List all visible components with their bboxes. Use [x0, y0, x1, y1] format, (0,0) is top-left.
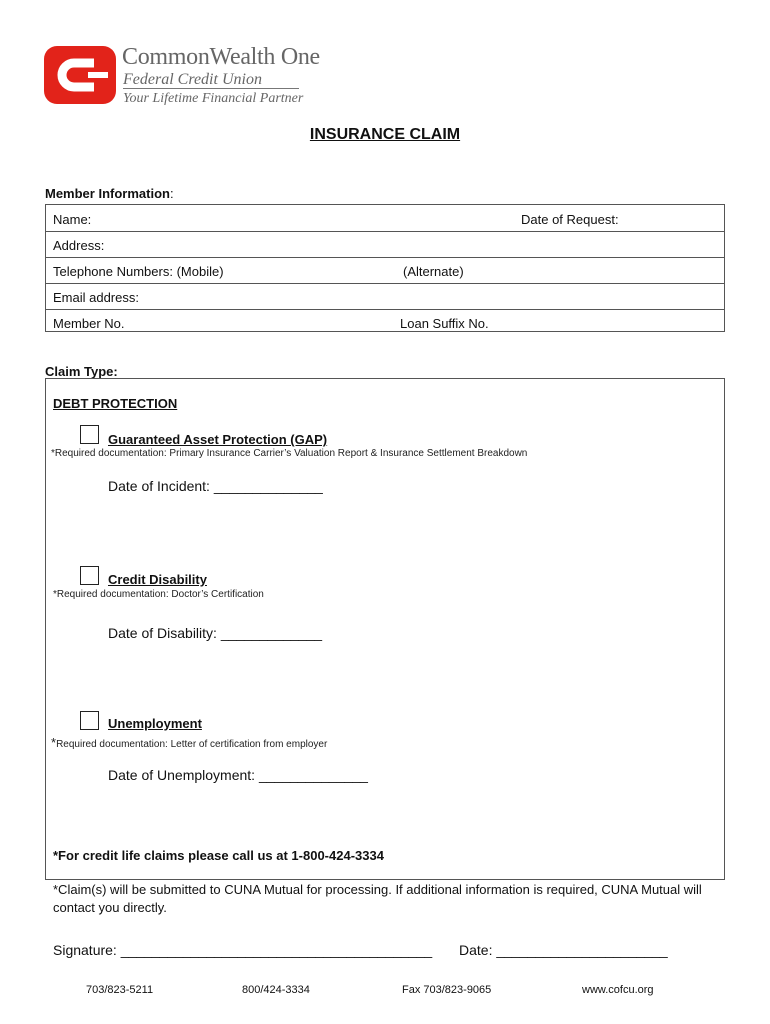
member-number-label: Member No. [53, 316, 125, 331]
logo-tagline: Your Lifetime Financial Partner [123, 91, 304, 106]
footer-phone-toll-free: 800/424-3334 [242, 984, 310, 996]
signature-date-field[interactable]: Date: ______________________ [459, 942, 668, 958]
date-of-request-label: Date of Request: [521, 212, 619, 227]
mobile-phone-label: Telephone Numbers: (Mobile) [53, 264, 224, 279]
gap-option-label: Guaranteed Asset Protection (GAP) [108, 432, 328, 447]
signature-field[interactable]: Signature: ________________________________________ [53, 942, 433, 958]
credit-disability-required-doc: *Required documentation: Doctor’s Certification [53, 589, 264, 600]
credit-disability-checkbox[interactable] [80, 566, 99, 585]
footer-fax: Fax 703/823-9065 [402, 984, 492, 996]
footer-phone-local: 703/823-5211 [86, 984, 154, 996]
unemployment-option-label: Unemployment [108, 716, 202, 731]
email-field-label: Email address: [53, 290, 139, 305]
email-row [46, 283, 724, 310]
telephone-row [46, 257, 724, 284]
unemployment-required-doc: *Required documentation: Letter of certification from employer [51, 735, 328, 750]
credit-life-note: *For credit life claims please call us at 1-800-424-3334 [53, 848, 384, 863]
cwo-logo-icon [44, 46, 116, 104]
member-info-table [45, 204, 725, 332]
member-number-row [46, 309, 724, 335]
gap-checkbox[interactable] [80, 425, 99, 444]
cuna-mutual-note: *Claim(s) will be submitted to CUNA Mutual for processing. If additional information is required, CUNA Mutual will contact you directly. [53, 882, 702, 915]
date-of-unemployment-field[interactable]: Date of Unemployment: ______________ [108, 767, 368, 783]
debt-protection-heading: DEBT PROTECTION [53, 396, 178, 411]
address-field-label: Address: [53, 238, 105, 253]
alternate-phone-label: (Alternate) [403, 264, 464, 279]
date-of-incident-field[interactable]: Date of Incident: ______________ [108, 478, 323, 494]
credit-disability-option-label: Credit Disability [108, 572, 207, 587]
claim-type-heading: Claim Type: [45, 364, 118, 379]
loan-suffix-label: Loan Suffix No. [400, 316, 489, 331]
date-of-disability-field[interactable]: Date of Disability: _____________ [108, 625, 323, 641]
member-info-heading: Member Information: [45, 186, 174, 201]
name-row [46, 205, 724, 232]
logo-subtitle: Federal Credit Union [123, 71, 262, 88]
gap-required-doc: *Required documentation: Primary Insurance Carrier’s Valuation Report & Insurance Settlement Breakdown [51, 448, 528, 459]
logo-divider [123, 88, 299, 89]
logo-name: CommonWealth One [122, 44, 320, 70]
footer-website[interactable]: www.cofcu.org [582, 984, 654, 996]
name-field-label: Name: [53, 212, 92, 227]
page-title: INSURANCE CLAIM [309, 126, 461, 143]
unemployment-checkbox[interactable] [80, 711, 99, 730]
address-row [46, 231, 724, 258]
